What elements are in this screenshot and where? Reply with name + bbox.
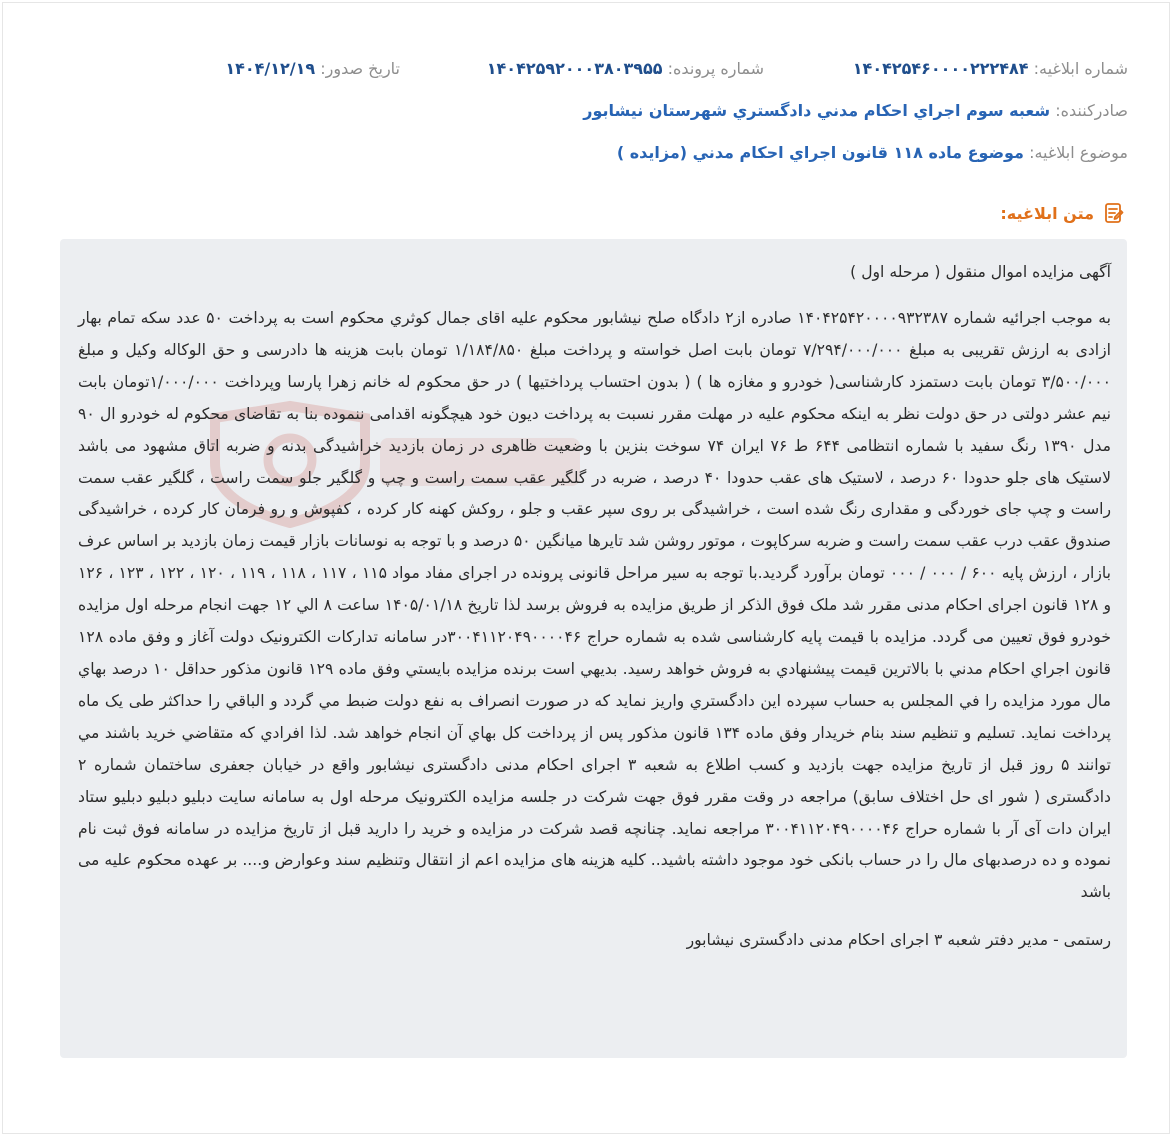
signature-line: رستمی - مدیر دفتر شعبه ۳ اجرای احکام مدنی دادگستری نیشابور <box>686 931 1111 950</box>
notice-text <box>78 258 1111 954</box>
notice-number-field <box>853 57 1128 81</box>
auction-body-text: به موجب اجرائيه شماره ۱۴۰۴۲۵۴۲۰۰۰۰۹۳۲۳۸۷ صادره از۲ دادگاه صلح نيشابور محكوم عليه اقای جمال كوثري محكوم است به پرداخت ۵۰ عدد سکه تمام بهار ازادی به ارزش تقریبی به مبلغ ۷/۲۹۴/۰۰۰/۰۰۰ تومان بابت اصل خواسته و پرداخت مبلغ ۱/۱۸۴/۸۵۰ تومان بابت هزینه ها دادرسی و حق الوکاله وکیل و مبلغ ۳/۵۰۰/۰۰۰ تومان بابت دستمزد کارشناسی( خودرو و مغازه ها ) ( بدون احتساب پرداختیها ) در حق محکوم له خانم زهرا پارسا وپرداخت ۱/۰۰۰/۰۰۰تومان بابت نیم عشر دولتی در حق دولت نظر به اینکه محکوم علیه در مهلت مقرر نسبت به پرداخت دیون خود هیچگونه اقدامی ننموده بنا به تقاضای محکوم له خودرو ال ۹۰ مدل ۱۳۹۰ رنگ سفید با شماره انتظامی ۶۴۴ ط ۷۶ ایران ۷۴ سوخت بنزین با وضعیت ظاهری در زمان بازدید خراشیدگی بدنه و ضربه اتاق مشهود می باشد لاستیک های جلو حدودا ۶۰ درصد ، لاستیک های عقب حدودا ۴۰ درصد ، ضربه در گلگیر عقب سمت راست و چپ و گلگیر جلو سمت راست ، گلگیر عقب سمت راست و چپ جای خوردگی و مقداری رنگ شده است ، خراشیدگی بر روی سپر عقب و جلو ، روکش کهنه کار کرده ، کفپوش و رو فرمان کار کرده ، خراشیدگی صندوق عقب درب عقب سمت راست و ضربه سرکاپوت ، موتور روشن شد تایرها میانگین ۵۰ درصد و با توجه به نوسانات بازار قیمت زمان بازدید بر اساس عرف بازار ، ارزش پایه ۶۰۰ / ۰۰۰ / ۰۰۰ تومان برآورد گردید.با توجه به سیر مراحل قانونی پرونده در اجرای مفاد مواد ۱۱۵ ، ۱۱۷ ، ۱۱۸ ، ۱۱۹ ، ۱۲۰ ، ۱۲۲ ، ۱۲۳ ، ۱۲۶ و ۱۲۸ قانون اجرای احکام مدنی مقرر شد ملک فوق الذکر از طریق مزایده به فروش برسد لذا تاریخ ۱۴۰۵/۰۱/۱۸ ساعت ۸ الي ۱۲ جهت انجام مرحله اول مزایده خودرو فوق تعیین می گردد. مزايده با قیمت پایه کارشناسی شده به شماره حراج ۳۰۰۴۱۱۲۰۴۹۰۰۰۰۴۶در سامانه تدارکات الکترونیک دولت آغاز و وفق ماده ۱۲۸ قانون اجراي احكام مدني با بالاترين قيمت پيشنهادي به فروش خواهد رسيد. بديهي است برنده مزايده بايستي وفق ماده ۱۲۹ قانون مذكور حداقل ۱۰ درصد بهاي مال مورد مزايده را في المجلس به حساب سپرده اين دادگستري واريز نمايد كه در صورت انصراف به نفع دولت ضبط مي گردد و الباقي را حداكثر طی یک ماه پرداخت نمايد. تسليم و تنظيم سند بنام خريدار وفق ماده ۱۳۴ قانون مذكور پس از پرداخت كل بهاي آن انجام خواهد شد. لذا افرادي كه متقاضي خريد باشند مي توانند ۵ روز قبل از تاريخ مزايده جهت بازديد و کسب اطلاع به شعبه ۳ اجرای احکام مدنی دادگستری نیشابور واقع در خیابان جعفری ساختمان شماره ۲ دادگستری ( شور ای حل اختلاف سابق) مراجعه در وقت مقرر فوق جهت شرکت در جلسه مزایده الکترونیک مرحله اول به سامانه سایت دبلیو دبلیو دبلیو ستاد ایران دات آی آر با شماره حراج ۳۰۰۴۱۱۲۰۴۹۰۰۰۰۴۶ مراجعه نمايد. چنانچه قصد شرکت در مزایده و خرید را دارید قبل از تاریخ مزایده در سامانه فوق ثبت نام نموده و ده درصدبهای مال را در حساب بانکی خود موجود داشته باشید.. کلیه هزینه های مزایده اعم از انتقال وتنظیم سند وعوارض و.... بر عهده محکوم علیه می باشد <box>78 309 1112 902</box>
subject-value: موضوع ماده ۱۱۸ قانون اجراي احكام مدني (مزايده ) <box>616 143 1024 162</box>
issue-date-value: ۱۴۰۴/۱۲/۱۹ <box>225 59 316 78</box>
issuer-label: صادرکننده: <box>1055 101 1128 120</box>
case-number-field <box>487 57 764 81</box>
notice-number-label: شماره ابلاغیه: <box>1033 59 1128 78</box>
issue-date-label: تاریخ صدور: <box>320 59 400 78</box>
document-edit-icon <box>1102 201 1126 225</box>
issuer-row <box>60 99 1128 123</box>
subject-label: موضوع ابلاغیه: <box>1029 143 1128 162</box>
issue-date-field <box>225 57 400 81</box>
notice-number-value: ۱۴۰۴۲۵۴۶۰۰۰۰۲۲۲۴۸۴ <box>852 59 1029 78</box>
notice-text-title-label: متن ابلاغیه: <box>1000 203 1094 223</box>
auction-heading: آگهی مزایده اموال منقول ( مرحله اول ) <box>850 263 1111 281</box>
notice-text-title <box>1000 201 1126 225</box>
subject-row <box>60 141 1128 165</box>
case-number-label: شماره پرونده: <box>667 59 764 78</box>
issuer-value: شعبه سوم اجراي احكام مدني دادگستري شهرستان نيشابور <box>583 101 1051 120</box>
case-number-value: ۱۴۰۴۲۵۹۲۰۰۰۳۸۰۳۹۵۵ <box>486 59 663 78</box>
